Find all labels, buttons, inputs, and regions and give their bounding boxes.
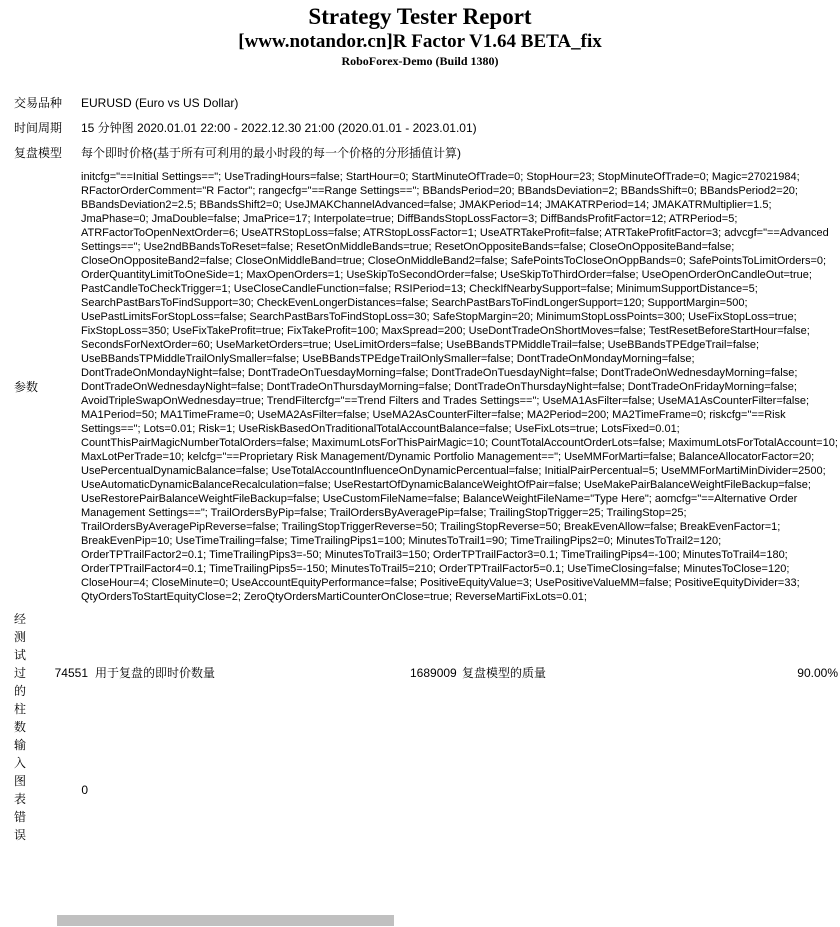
chart-errors-row: [0, 736, 840, 844]
bars-in-test-row: [0, 610, 840, 736]
symbol-row: [0, 95, 840, 111]
parameters-text: initcfg="==Initial Settings=="; UseTradingHours=false; StartHour=0; StartMinuteOfTrade=0; StopHour=23; StopMinuteOfTrade=0; Magic=27021984; RFactorOrderComment="R Factor"; rangecfg="==Range Settings=="; BBandsPeriod=20; BBandsDeviation=2; BBandsShift=0; BBandsPeriod2=20; BBandsDeviation2=2.5; BBandsShift2=0; UseJMAKChannelAdvanced=false; JMAKPeriod=14; JMAKATRPeriod=14; JMAKATRMultiplier=1.5; JmaPhase=0; JmaDouble=false; JmaPrice=17; Interpolate=true; DiffBandsStopLossFactor=3; DiffBandsProfitFactor=12; ATRPeriod=5; ATRFactorToOpenNextOrder=6; UseATRStopLoss=false; ATRStopLossFactor=1; UseATRTakeProfit=false; ATRTakeProfitFactor=3; advcgf="==Advanced Settings=="; Use2ndBBandsToReset=false; ResetOnMiddleBands=true; ResetOnOppositeBands=false; CloseOnOppositeBand=false; CloseOnOppositeBand2=false; CloseOnMiddleBand=true; CloseOnMiddleBand2=false; SafePointsToCloseOnOppBands=0; SafePointsToLimitOrders=0; OrderQuantityLimitToOneSide=1; MaxOpenOrders=1; UseSkipToSecondOrder=false; UseSkipToThirdOrder=false; UseOpenOrderOnCandleOut=true; PastCandleToCheckTrigger=1; UseCloseCandleFunction=false; RSIPeriod=13; CheckIfNearbySupport=false; MinimumSupportDistance=5; SearchPastBarsToFindSupport=30; CheckEvenLongerDistances=false; SearchPastBarsToFindLongerSupport=120; SupportMargin=500; UsePastLimitsForStopLoss=false; SearchPastBarsToFindStopLoss=30; SafeStopMargin=20; MinimumStopLossPoints=300; UseFixStopLoss=true; FixStopLoss=350; UseFixTakeProfit=true; FixTakeProfit=100; MaxSpread=200; UseDontTradeOnShortMoves=false; TestResetBeforeStartHour=false; SecondsForNextOrder=60; UseMarketOrders=true; UseLimitOrders=false; UseBBandsTPMiddleTrail=false; UseBBandsTPEdgeTrail=false; UseBBandsTPMiddleTrailOnlySmaller=false; UseBBandsTPEdgeTrailOnlySmaller=false; DontTradeOnMondayMorning=false; DontTradeOnMondayNight=false; DontTradeOnTuesdayMorning=false; DontTradeOnTuesdayNight=false; DontTradeOnWednesdayMorning=false; DontTradeOnWednesdayNight=false; DontTradeOnThursdayMorning=false; DontTradeOnThursdayNight=false; DontTradeOnFridayMorning=false; AvoidTripleSwapOnWednesday=true; TrendFiltercfg="==Trend Filters and Trades Settings=="; UseMA1AsFilter=false; UseMA1AsCounterFilter=false; MA1Period=50; MA1TimeFrame=0; UseMA2AsFilter=false; UseMA2AsCounterFilter=false; MA2Period=200; MA2TimeFrame=0; riskcfg="==Risk Settings=="; Lots=0.01; Risk=1; UseRiskBasedOnTraditionalTotalAccountBalance=false; UseFixLots=true; LotsFixed=0.01; CountThisPairMagicNumberTotalOrders=false; MaximumLotsForThisPairMagic=10; CountTotalAccountOrderLots=false; MaximumLotsForTotalAccount=10; MaxLotPerTrade=10; kelcfg="==Proprietary Risk Management/Dynamic Portfolio Management=="; UseMMForMarti=false; BalanceAllocatorFactor=20; UsePercentualDynamicBalance=false; UseTotalAccountInfluenceOnDynamicPercentual=false; InitialPairPercentual=5; UseMMForMartiMinDivider=2500; UseAutomaticDynamicBalanceRecalculation=false; UseRestartOfDynamicBalanceWeightOfPair=false; UseMakePairBalanceWeightFileBackup=false; UseRestorePairBalanceWeightFileBackup=false; UseCustomFileName=false; BalanceWeightFileName="Type Here"; aomcfg="==Alternative Order Management Settings=="; TrailOrdersByPip=false; TrailOrdersByAveragePip=false; TrailingStopTrigger=25; TrailingStop=25; TrailOrdersByAveragePipReverse=false; TrailingStopTriggerReverse=50; TrailingStopReverse=50; BreakEvenAllow=false; BreakEvenFactor=1; BreakEvenPip=10; UseTimeTrailing=false; TimeTrailingPips1=100; MinutesToTrail1=90; TimeTrailingPips2=0; MinutesToTrail2=120; OrderTPTrailFactor2=0.1; TimeTrailingPips3=-50; MinutesToTrail3=150; OrderTPTrailFactor3=0.1; TimeTrailingPips4=-100; MinutesToTrail4=180; OrderTPTrailFactor4=0.1; TimeTrailingPips5=-150; MinutesToTrail5=210; OrderTPTrailFactor5=0.1; UseTimeClosing=false; MinutesToClose=120; CloseHour=4; CloseMinute=0; UseAccountEquityPerformance=false; PositiveEquityValue=3; UsePositiveValueMM=false; PositiveEquityDivider=33; QtyOrdersToStartEquityClose=2; ZeroQtyOrdersMartiCounterOnClose=true; ReverseMartiFixLots=0.01;: [81, 171, 838, 603]
server-build: RoboForex-Demo (Build 1380): [341, 54, 499, 68]
model-value: 每个即时价格(基于所有可利用的最小时段的每一个价格的分形插值计算): [81, 146, 461, 160]
period-label: 时间周期: [14, 121, 63, 135]
modelling-quality-label: 复盘模型的质量: [462, 666, 547, 680]
symbol-label: 交易品种: [14, 96, 63, 110]
parameters-row: [0, 170, 840, 604]
bars-in-test-value: 74551: [54, 666, 88, 680]
report-subtitle: [www.notandor.cn]R Factor V1.64 BETA_fix: [238, 31, 602, 52]
symbol-value: EURUSD (Euro vs US Dollar): [81, 96, 239, 110]
modelling-quality-value: 90.00%: [797, 666, 838, 680]
ticks-modelled-label: 用于复盘的即时价数量: [95, 666, 216, 680]
chart-errors-value: 0: [81, 783, 88, 797]
chart-errors-label: 输入图表错误: [14, 738, 27, 842]
model-row: [0, 145, 840, 161]
model-label: 复盘模型: [14, 146, 63, 160]
report-header: [0, 0, 840, 69]
stats-table: [0, 610, 840, 844]
period-row: [0, 120, 840, 136]
report-title: Strategy Tester Report: [308, 4, 532, 29]
parameters-label: 参数: [14, 380, 39, 394]
summary-table: [0, 95, 840, 604]
equity-graph-edge: [57, 915, 394, 926]
period-value: 15 分钟图 2020.01.01 22:00 - 2022.12.30 21:00 (2020.01.01 - 2023.01.01): [81, 121, 477, 135]
bars-in-test-label: 经测试过的柱数: [14, 612, 27, 734]
ticks-modelled-value: 1689009: [410, 666, 457, 680]
